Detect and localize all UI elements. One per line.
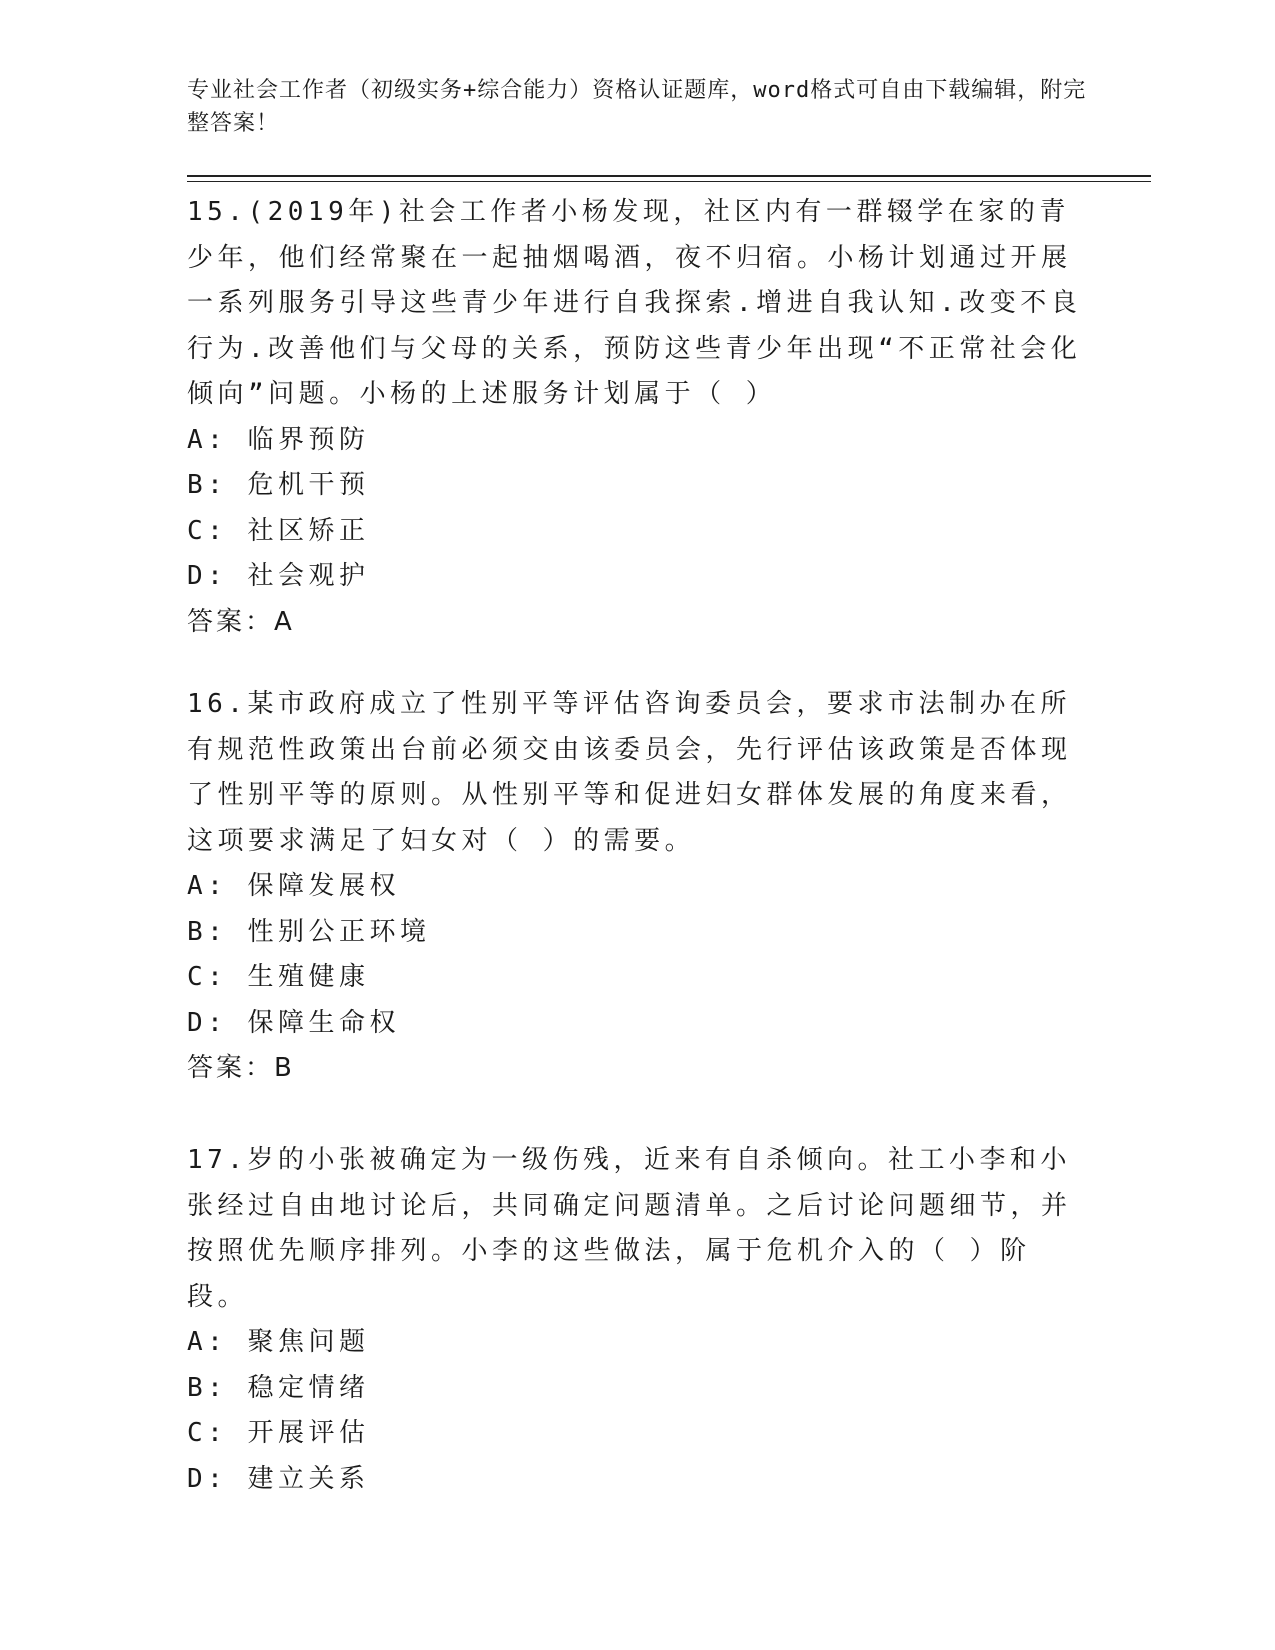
header-divider-thick — [187, 175, 1151, 177]
question-17 — [187, 1138, 1087, 1502]
question-stem: 17.岁的小张被确定为一级伤残，近来有自杀倾向。社工小李和小张经过自由地讨论后，共同确定问题清单。之后讨论问题细节，并按照优先顺序排列。小李的这些做法，属于危机介入的（ ）阶段。 — [187, 1145, 1072, 1312]
header-divider-thin — [187, 181, 1151, 182]
option-a: A: 临界预防 — [187, 424, 370, 455]
question-16 — [187, 682, 1087, 1092]
option-d: D: 建立关系 — [187, 1463, 370, 1494]
document-header: 专业社会工作者（初级实务+综合能力）资格认证题库，word格式可自由下载编辑，附完整答案！ — [187, 78, 1087, 136]
option-c: C: 生殖健康 — [187, 962, 370, 992]
question-stem: 15.(2019年)社会工作者小杨发现，社区内有一群辍学在家的青少年，他们经常聚在一起抽烟喝酒，夜不归宿。小杨计划通过开展一系列服务引导这些青少年进行自我探索.增进自我认知.改变不良行为.改善他们与父母的关系，预防这些青少年出现“不正常社会化倾向”问题。小杨的上述服务计划属于（ ） — [187, 197, 1082, 409]
option-c: C: 社区矫正 — [187, 515, 370, 546]
question-15 — [187, 190, 1087, 645]
option-b: B: 危机干预 — [187, 470, 370, 500]
option-d: D: 社会观护 — [187, 561, 370, 591]
question-stem: 16.某市政府成立了性别平等评估咨询委员会，要求市法制办在所有规范性政策出台前必须交由该委员会，先行评估该政策是否体现了性别平等的原则。从性别平等和促进妇女群体发展的角度来看，这项要求满足了妇女对（ ）的需要。 — [187, 689, 1072, 856]
option-a: A: 聚焦问题 — [187, 1327, 370, 1357]
option-b: B: 性别公正环境 — [187, 916, 431, 947]
option-c: C: 开展评估 — [187, 1418, 370, 1448]
option-a: A: 保障发展权 — [187, 871, 400, 901]
option-b: B: 稳定情绪 — [187, 1372, 370, 1403]
option-d: D: 保障生命权 — [187, 1007, 400, 1038]
answer: 答案：A — [187, 606, 295, 637]
answer: 答案：B — [187, 1053, 295, 1083]
